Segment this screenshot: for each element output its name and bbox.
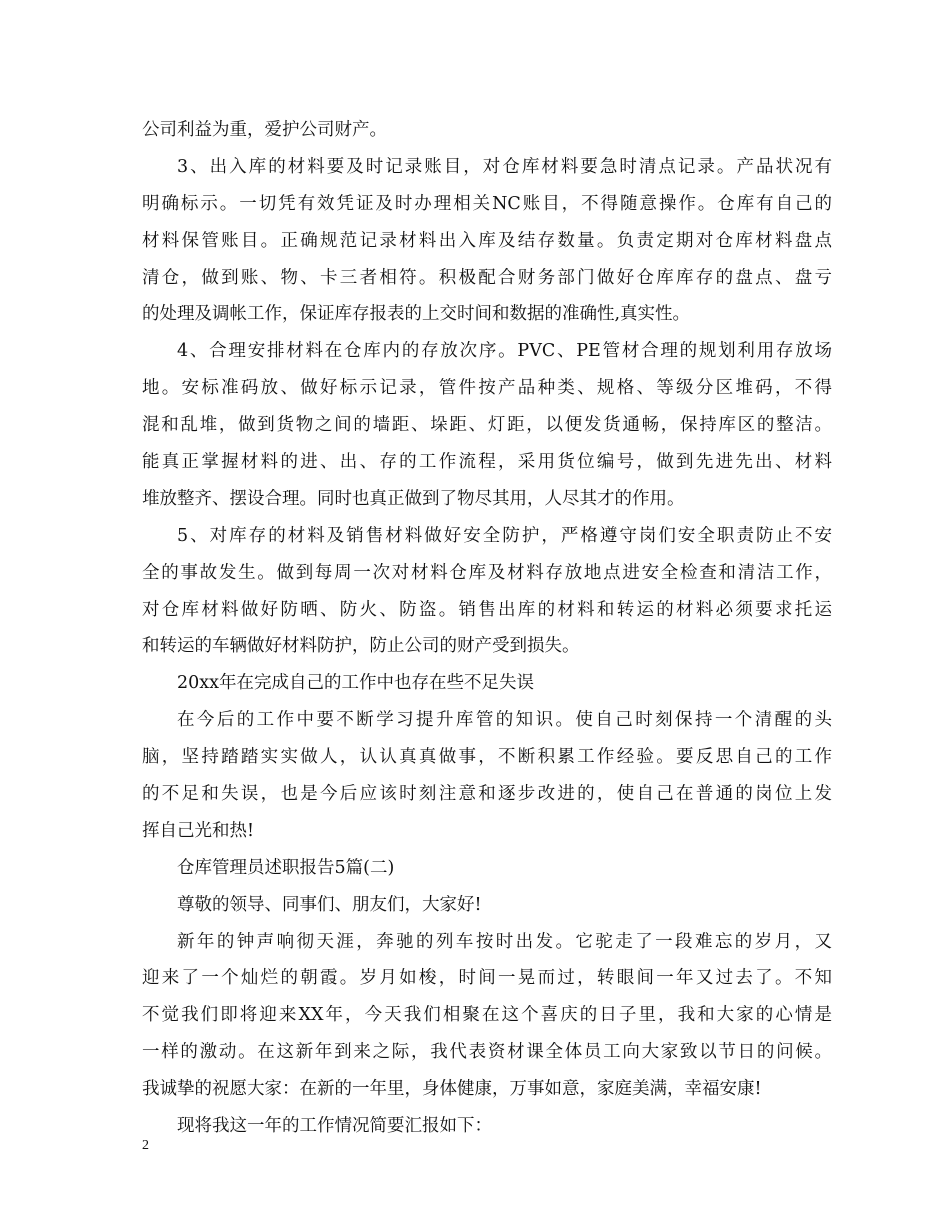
text-line: 明确标示。一切凭有效凭证及时办理相关NC账目，不得随意操作。仓库有自己的 <box>142 193 832 214</box>
section-title: 仓库管理员述职报告5篇(二) <box>177 857 395 878</box>
report-intro: 现将我这一年的工作情况简要汇报如下： <box>177 1116 492 1137</box>
text-line: 的不足和失误，也是今后应该时刻注意和逐步改进的，使自己在普通的岗位上发 <box>142 784 832 805</box>
text-line: 材料保管账目。正确规范记录材料出入库及结存数量。负责定期对仓库材料盘点 <box>142 230 832 251</box>
text-line: 和转运的车辆做好材料防护，防止公司的财产受到损失。 <box>142 636 580 657</box>
text-line: 迎来了一个灿烂的朝霞。岁月如梭，时间一晃而过，转眼间一年又过去了。不知 <box>142 968 832 989</box>
improvement-paragraph-start: 在今后的工作中要不断学习提升库管的知识。使自己时刻保持一个清醒的头 <box>177 710 832 731</box>
text-line: 清仓，做到账、物、卡三者相符。积极配合财务部门做好仓库库存的盘点、盘亏 <box>142 267 832 288</box>
text-line: 堆放整齐、摆设合理。同时也真正做到了物尽其用，人尽其才的作用。 <box>142 488 685 509</box>
summary-heading: 20xx年在完成自己的工作中也存在些不足失误 <box>177 673 535 694</box>
text-line: 的处理及调帐工作，保证库存报表的上交时间和数据的准确性,真实性。 <box>142 304 691 325</box>
text-line: 挥自己光和热! <box>142 820 255 841</box>
text-line: 地。安标准码放、做好标示记录，管件按产品种类、规格、等级分区堆码，不得 <box>142 378 832 399</box>
text-line: 全的事故发生。做到每周一次对材料仓库及材料存放地点进安全检查和清洁工作， <box>142 562 832 583</box>
greeting: 尊敬的领导、同事们、朋友们，大家好! <box>177 894 482 915</box>
paragraph-4-start: 4、合理安排材料在仓库内的存放次序。PVC、PE管材合理的规划利用存放场 <box>177 341 832 362</box>
text-line: 脑，坚持踏踏实实做人，认认真真做事，不断积累工作经验。要反思自己的工作 <box>142 747 832 768</box>
paragraph-5-start: 5、对库存的材料及销售材料做好安全防护，严格遵守岗们安全职责防止不安 <box>177 525 832 546</box>
new-year-paragraph-start: 新年的钟声响彻天涯，奔驰的列车按时出发。它驼走了一段难忘的岁月，又 <box>177 931 832 952</box>
text-line: 能真正掌握材料的进、出、存的工作流程，采用货位编号，做到先进先出、材料 <box>142 452 832 473</box>
page-number: 2 <box>142 1138 149 1153</box>
text-line: 我诚挚的祝愿大家：在新的一年里，身体健康，万事如意，家庭美满，幸福安康! <box>142 1079 762 1100</box>
text-line: 对仓库材料做好防晒、防火、防盗。销售出库的材料和转运的材料必须要求托运 <box>142 599 832 620</box>
text-line: 不觉我们即将迎来XX年，今天我们相聚在这个喜庆的日子里，我和大家的心情是 <box>142 1005 832 1026</box>
text-line: 混和乱堆，做到货物之间的墙距、垛距、灯距，以便发货通畅，保持库区的整洁。 <box>142 415 832 436</box>
paragraph-3-start: 3、出入库的材料要及时记录账目，对仓库材料要急时清点记录。产品状况有 <box>177 156 832 177</box>
text-line: 一样的激动。在这新年到来之际，我代表资材课全体员工向大家致以节日的问候。 <box>142 1042 832 1063</box>
text-line: 公司利益为重，爱护公司财产。 <box>142 120 387 140</box>
document-body <box>142 112 832 1145</box>
